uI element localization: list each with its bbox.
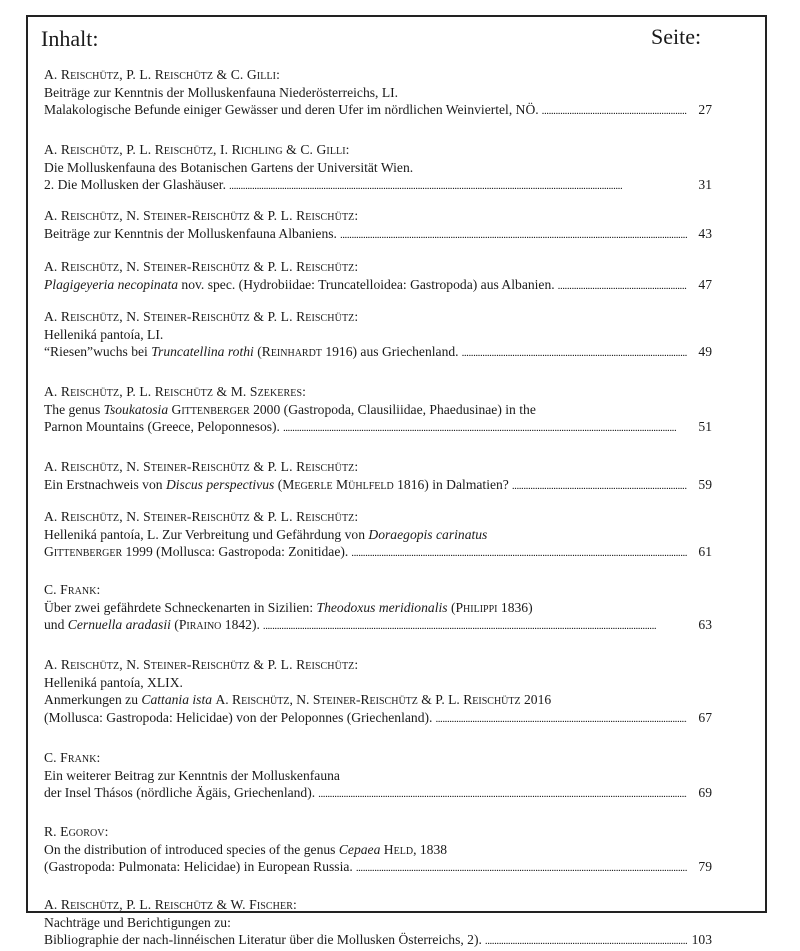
page-number: 69 bbox=[698, 785, 712, 801]
entry-authors: A. Reischütz, N. Steiner-Reischütz & P. L. Reischütz: bbox=[44, 509, 359, 524]
taxon-author: Megerle Mühlfeld bbox=[282, 476, 394, 492]
entry-title-last-line bbox=[44, 225, 712, 245]
taxon-author: Philippi bbox=[455, 599, 498, 615]
entry-title-last-line bbox=[44, 616, 712, 636]
dot-leader bbox=[283, 418, 687, 438]
entry-authors: A. Reischütz, N. Steiner-Reischütz & P. L. Reischütz: bbox=[44, 208, 359, 223]
entry-title-line: On the distribution of introduced species of the genus Cepaea Held, 1838 bbox=[44, 841, 448, 857]
species-name: Cattania ista bbox=[141, 692, 213, 708]
entry-title-last-line bbox=[44, 176, 712, 196]
taxon-author: Gittenberger bbox=[44, 544, 123, 560]
entry-title-line: Anmerkungen zu Cattania ista A. Reischütz, N. Steiner-Reischütz & P. L. Reischütz 2016 bbox=[44, 692, 552, 708]
taxon-author: Reinhardt bbox=[261, 344, 322, 360]
species-name: Cepaea bbox=[338, 841, 381, 857]
entry-authors: A. Reischütz, P. L. Reischütz, I. Richling & C. Gilli: bbox=[44, 142, 350, 157]
species-name: Doraegopis carinatus bbox=[368, 526, 488, 542]
entry-title-text: Gittenberger 1999 (Mollusca: Gastropoda: Zonitidae). bbox=[44, 544, 349, 560]
entry-title-last-line bbox=[44, 101, 712, 121]
entry-title-text: der Insel Thásos (nördliche Ägäis, Griechenland). bbox=[44, 785, 316, 801]
taxon-author: Piraino bbox=[178, 617, 222, 633]
species-name: Discus perspectivus bbox=[165, 476, 275, 492]
entry-authors: A. Reischütz, P. L. Reischütz & M. Szekeres: bbox=[44, 384, 307, 399]
toc-entry[interactable] bbox=[44, 308, 712, 363]
dot-leader bbox=[485, 931, 687, 951]
page-number: 31 bbox=[698, 177, 712, 193]
entry-title-line: The genus Tsoukatosia Gittenberger 2000 (Gastropoda, Clausiliidae, Phaedusinae) in the bbox=[44, 401, 536, 417]
entry-title-text: Parnon Mountains (Greece, Peloponnesos). bbox=[44, 419, 280, 435]
entry-title-last-line bbox=[44, 931, 712, 951]
entry-title-line: Nachträge und Berichtigungen zu: bbox=[44, 914, 231, 930]
entry-title-text: Plagigeyeria necopinata nov. spec. (Hydrobiidae: Truncatelloidea: Gastropoda) aus Albanien. bbox=[44, 276, 555, 292]
entry-title-text: “Riesen”wuchs bei Truncatellina rothi (Reinhardt 1916) aus Griechenland. bbox=[44, 344, 459, 360]
dot-leader bbox=[351, 543, 687, 563]
entry-title-text: Beiträge zur Kenntnis der Molluskenfauna Albaniens. bbox=[44, 225, 337, 241]
toc-entry[interactable] bbox=[44, 207, 712, 244]
entry-title-line: Beiträge zur Kenntnis der Molluskenfauna Niederösterreichs, LI. bbox=[44, 84, 399, 100]
toc-entry[interactable] bbox=[44, 508, 712, 563]
entry-title-text: und Cernuella aradasii (Piraino 1842). bbox=[44, 617, 260, 633]
entry-authors: A. Reischütz, N. Steiner-Reischütz & P. L. Reischütz: bbox=[44, 459, 359, 474]
dot-leader bbox=[229, 176, 687, 196]
dot-leader bbox=[462, 343, 687, 363]
toc-entry[interactable] bbox=[44, 581, 712, 636]
entry-authors: A. Reischütz, P. L. Reischütz & C. Gilli: bbox=[44, 67, 280, 82]
taxon-author: Held bbox=[383, 841, 414, 857]
entry-authors: A. Reischütz, N. Steiner-Reischütz & P. L. Reischütz: bbox=[44, 657, 359, 672]
page-number: 47 bbox=[698, 276, 712, 292]
entry-title-last-line bbox=[44, 418, 712, 438]
entry-title-last-line bbox=[44, 784, 712, 804]
species-name: Cernuella aradasii bbox=[67, 617, 171, 633]
dot-leader bbox=[512, 476, 687, 496]
dot-leader bbox=[340, 225, 687, 245]
page-number: 61 bbox=[698, 544, 712, 560]
entry-title-last-line bbox=[44, 858, 712, 878]
toc-entry[interactable] bbox=[44, 823, 712, 878]
species-name: Tsoukatosia bbox=[103, 401, 169, 417]
entry-authors: R. Egorov: bbox=[44, 824, 109, 839]
dot-leader bbox=[356, 858, 687, 878]
contents-heading: Inhalt: bbox=[41, 26, 99, 51]
dot-leader bbox=[318, 784, 687, 804]
entry-title-line: Die Molluskenfauna des Botanischen Gartens der Universität Wien. bbox=[44, 159, 414, 175]
entry-title-line: Ein weiterer Beitrag zur Kenntnis der Molluskenfauna bbox=[44, 767, 340, 783]
dot-leader bbox=[542, 101, 687, 121]
entry-title-text: Ein Erstnachweis von Discus perspectivus (Megerle Mühlfeld 1816) in Dalmatien? bbox=[44, 476, 509, 492]
entry-title-last-line bbox=[44, 276, 712, 296]
page-number: 59 bbox=[698, 476, 712, 492]
species-name: Theodoxus meridionalis bbox=[316, 599, 448, 615]
entry-title-line: Helleniká pantoía, XLIX. bbox=[44, 674, 183, 690]
page-column-heading: Seite: bbox=[651, 24, 702, 49]
dot-leader bbox=[435, 709, 687, 729]
page-number: 63 bbox=[698, 617, 712, 633]
toc-entry[interactable] bbox=[44, 258, 712, 295]
toc-entry[interactable] bbox=[44, 458, 712, 495]
entry-title-last-line bbox=[44, 709, 712, 729]
page-number: 27 bbox=[698, 102, 712, 118]
toc-entry[interactable] bbox=[44, 141, 712, 196]
toc-entry[interactable] bbox=[44, 66, 712, 121]
page-number: 67 bbox=[698, 709, 712, 725]
taxon-author: Gittenberger bbox=[171, 401, 250, 417]
taxon-author: A. Reischütz, N. Steiner-Reischütz & P. L. Reischütz bbox=[215, 692, 521, 708]
page-number: 79 bbox=[698, 859, 712, 875]
entry-title-last-line bbox=[44, 343, 712, 363]
entry-title-last-line bbox=[44, 476, 712, 496]
entry-authors: A. Reischütz, P. L. Reischütz & W. Fischer: bbox=[44, 897, 297, 912]
page-number: 43 bbox=[698, 225, 712, 241]
toc-entry[interactable] bbox=[44, 749, 712, 804]
species-name: Truncatellina rothi bbox=[151, 344, 254, 360]
entry-authors: A. Reischütz, N. Steiner-Reischütz & P. L. Reischütz: bbox=[44, 309, 359, 324]
dot-leader bbox=[263, 616, 687, 636]
dot-leader bbox=[558, 276, 687, 296]
entry-title-last-line bbox=[44, 543, 712, 563]
toc-entry[interactable] bbox=[44, 383, 712, 438]
entry-title-text: 2. Die Mollusken der Glashäuser. bbox=[44, 177, 226, 193]
entry-title-text: (Gastropoda: Pulmonata: Helicidae) in European Russia. bbox=[44, 859, 353, 875]
page-number: 51 bbox=[698, 419, 712, 435]
entry-authors: A. Reischütz, N. Steiner-Reischütz & P. L. Reischütz: bbox=[44, 259, 359, 274]
entry-title-line: Helleniká pantoía, LI. bbox=[44, 326, 164, 342]
toc-entry[interactable] bbox=[44, 656, 712, 728]
toc-entry[interactable] bbox=[44, 896, 712, 951]
entry-title-text: (Mollusca: Gastropoda: Helicidae) von der Peloponnes (Griechenland). bbox=[44, 709, 433, 725]
page-number: 49 bbox=[698, 344, 712, 360]
entry-title-line: Helleniká pantoía, L. Zur Verbreitung und Gefährdung von Doraegopis carinatus bbox=[44, 526, 488, 542]
page-number: 103 bbox=[691, 932, 712, 948]
entry-title-text: Malakologische Befunde einiger Gewässer und deren Ufer im nördlichen Weinviertel, NÖ. bbox=[44, 102, 539, 118]
entry-authors: C. Frank: bbox=[44, 750, 101, 765]
entry-title-line: Über zwei gefährdete Schneckenarten in Sizilien: Theodoxus meridionalis (Philippi 1836) bbox=[44, 599, 533, 615]
entry-authors: C. Frank: bbox=[44, 582, 101, 597]
entry-title-text: Bibliographie der nach-linnéischen Literatur über die Mollusken Österreichs, 2). bbox=[44, 932, 482, 948]
species-name: Plagigeyeria necopinata bbox=[44, 276, 179, 292]
